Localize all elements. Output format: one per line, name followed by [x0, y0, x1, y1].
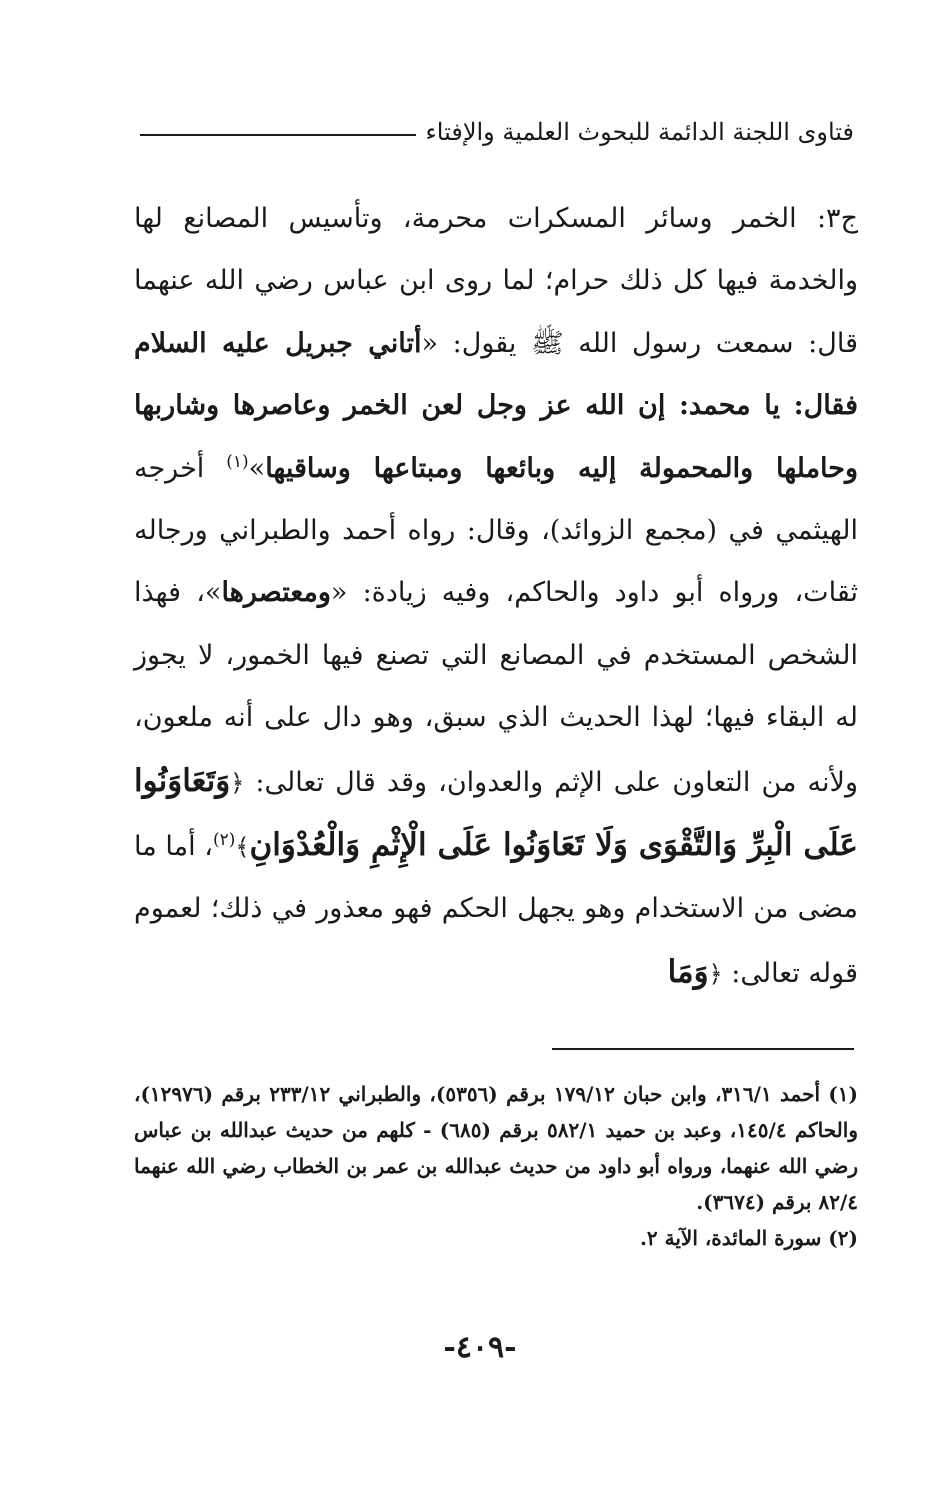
answer-paragraph [134, 188, 858, 1005]
quote-close: » [248, 452, 266, 484]
book-title: فتاوى اللجنة الدائمة للبحوث العلمية والإفتاء [425, 118, 854, 146]
ornate-bracket-open-icon: ﴿ [230, 768, 245, 797]
footnote-ref-2[interactable]: (٢) [213, 830, 236, 851]
ornate-bracket-close-icon: ﴾ [235, 833, 250, 862]
footnote-2: (٢) سورة المائدة، الآية ٢. [639, 1226, 858, 1250]
answer-intro: ج٣: الخمر وسائر المسكرات محرمة، وتأسيس المصانع لها والخدمة فيها كل ذلك حرام؛ لما روى ابن عباس رضي الله عنهما قال: سمعت رسول الله ﷺ يقول: « [134, 203, 858, 359]
quran-verse: وَتَعَاوَنُوا عَلَى الْبِرِّ وَالتَّقْوَى وَلَا تَعَاوَنُوا عَلَى الْإِثْمِ وَالْعُدْوَانِ [134, 762, 858, 864]
header-rule [140, 134, 416, 136]
excuse-text: ، أما ما مضى من الاستخدام وهو يجهل الحكم فهو معذور في ذلك؛ لعموم قوله تعالى: [134, 831, 858, 989]
quran-verse-start: وَمَا [667, 953, 709, 990]
footnotes [134, 1076, 858, 1256]
running-header [140, 112, 854, 152]
addition-text: ومعتصرها [221, 577, 331, 609]
main-text [134, 188, 858, 1005]
footnote-1: (١) أحمد ٣١٦/١، وابن حبان ١٧٩/١٢ برقم (٥٣٥٦)، والطبراني ٢٣٣/١٢ برقم (١٢٩٧٦)، والحاكم ١٤٥/٤، وعبد بن حميد ٥٨٢/١ برقم (٦٨٥) - كلهم من حديث عبدالله بن عباس رضي الله عنهما، ورواه أبو داود من حديث عبدالله بن عمر بن الخطاب رضي الله عنهما ٨٢/٤ برقم (٣٦٧٤). [134, 1082, 858, 1214]
ornate-bracket-open-icon-2: ﴿ [708, 959, 723, 988]
footnote-separator [552, 1048, 854, 1050]
page-number: -٤٠٩- [443, 1330, 517, 1365]
footnote-ref-1[interactable]: (١) [226, 451, 249, 472]
ruling-text: »، فهذا الشخص المستخدم في المصانع التي تصنع فيها الخمور، لا يجوز له البقاء فيها؛ لهذا الحديث الذي سبق، وهو دال على أنه ملعون، ولأنه من التعاون على الإثم والعدوان، وقد قال تعالى: [134, 577, 858, 798]
takhrij-text: أخرجه الهيثمي في (مجمع الزوائد)، وقال: رواه أحمد والطبراني ورجاله ثقات، ورواه أبو داود والحاكم، وفيه زيادة: « [134, 452, 858, 609]
hadith-text: أتاني جبريل عليه السلام فقال: يا محمد: إن الله عز وجل لعن الخمر وعاصرها وشاربها وحاملها والمحمولة إليه وبائعها ومبتاعها وساقيها [134, 327, 858, 484]
